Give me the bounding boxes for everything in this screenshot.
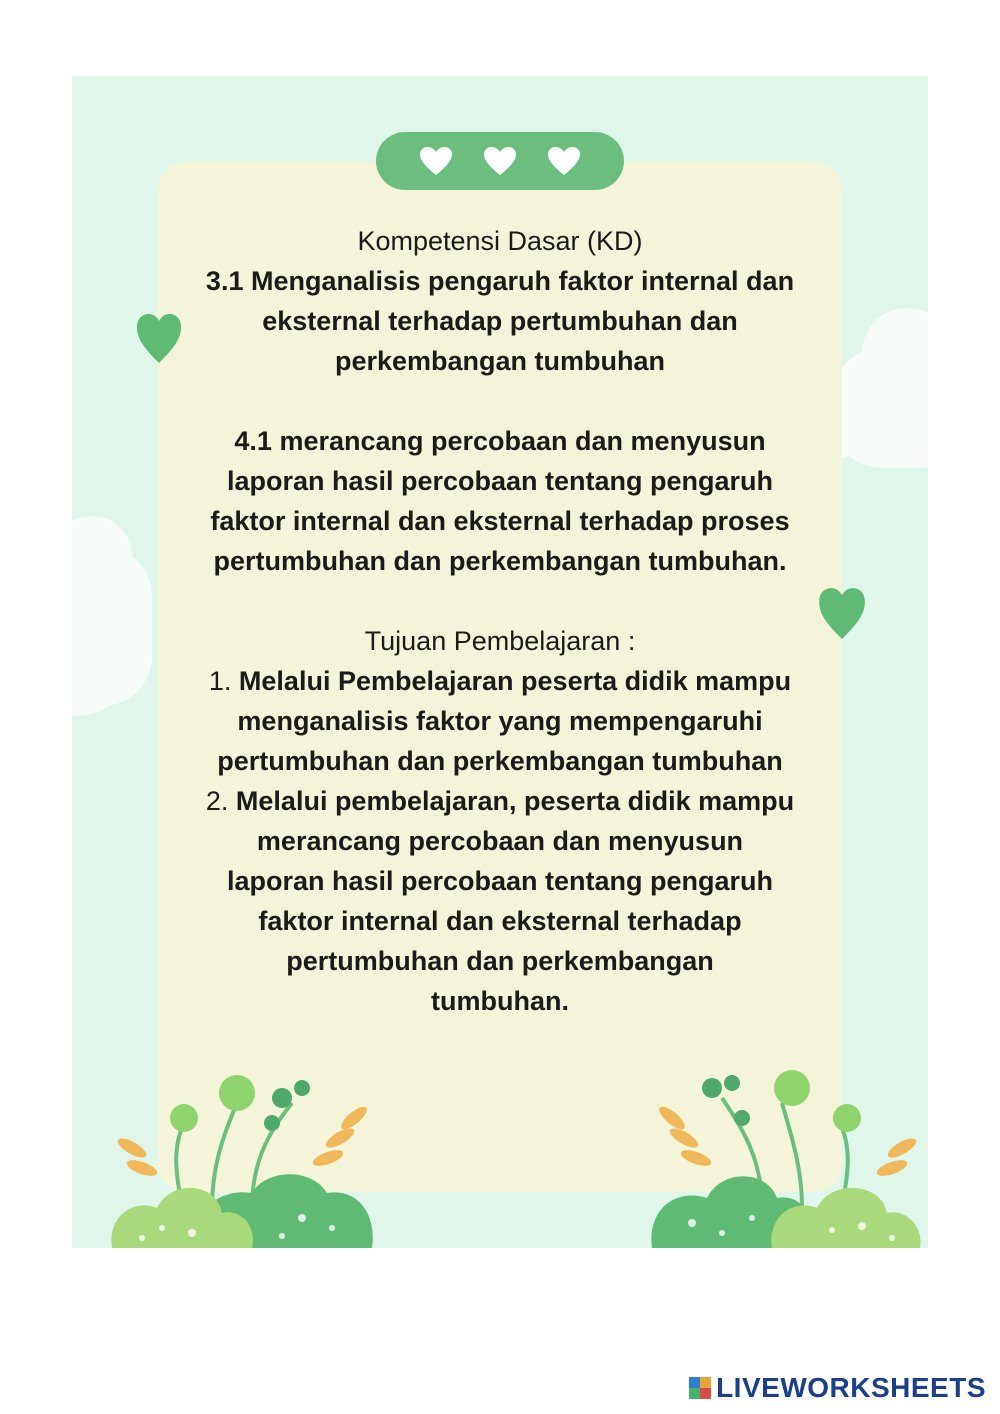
- plant-bush-right: [642, 1058, 928, 1248]
- goal-line: tumbuhan.: [431, 986, 569, 1016]
- goals-list: [172, 661, 828, 1021]
- goal-line: faktor internal dan eksternal terhadap: [258, 906, 742, 936]
- kd-4-1-line: 4.1 merancang percobaan dan menyusun: [234, 426, 766, 456]
- goal-item: [172, 781, 828, 1021]
- goal-line: Melalui Pembelajaran peserta didik mampu: [238, 666, 792, 696]
- competency-text: [172, 221, 828, 1021]
- heart-banner: [376, 132, 624, 190]
- goal-line: laporan hasil percobaan tentang pengaruh: [226, 866, 774, 896]
- kd-4-1-line: pertumbuhan dan perkembangan tumbuhan.: [213, 546, 787, 576]
- plant-bush-left: [102, 1058, 402, 1248]
- goals-heading: Tujuan Pembelajaran :: [364, 626, 636, 656]
- kd-4-1-line: laporan hasil percobaan tentang pengaruh: [226, 466, 774, 496]
- heart-icon: [547, 146, 581, 176]
- goal-line: pertumbuhan dan perkembangan: [286, 946, 714, 976]
- heart-icon: [483, 146, 517, 176]
- worksheet-page: [72, 76, 928, 1248]
- kd-heading: Kompetensi Dasar (KD): [357, 226, 643, 256]
- kd-4-1-line: faktor internal dan eksternal terhadap proses: [210, 506, 790, 536]
- liveworksheets-logo: [689, 1372, 986, 1404]
- cloud-decoration: [72, 546, 152, 706]
- goal-line: pertumbuhan dan perkembangan tumbuhan: [217, 746, 783, 776]
- kd-3-1-line: 3.1 Menganalisis pengaruh faktor internal dan: [205, 266, 795, 296]
- goal-line: menganalisis faktor yang mempengaruhi: [237, 706, 763, 736]
- cloud-decoration: [832, 348, 928, 468]
- goal-item: [172, 661, 828, 781]
- kd-3-1-line: perkembangan tumbuhan: [334, 346, 666, 376]
- goal-line: Melalui pembelajaran, peserta didik mampu: [235, 786, 795, 816]
- heart-icon: [419, 146, 453, 176]
- kd-3-1-line: eksternal terhadap pertumbuhan dan: [262, 306, 738, 336]
- brand-name: LIVEWORKSHEETS: [716, 1372, 986, 1403]
- liveworksheets-logo-icon: [689, 1377, 711, 1399]
- goal-number: 1.: [208, 666, 232, 696]
- goal-line: merancang percobaan dan menyusun: [256, 826, 744, 856]
- goal-number: 2.: [205, 786, 229, 816]
